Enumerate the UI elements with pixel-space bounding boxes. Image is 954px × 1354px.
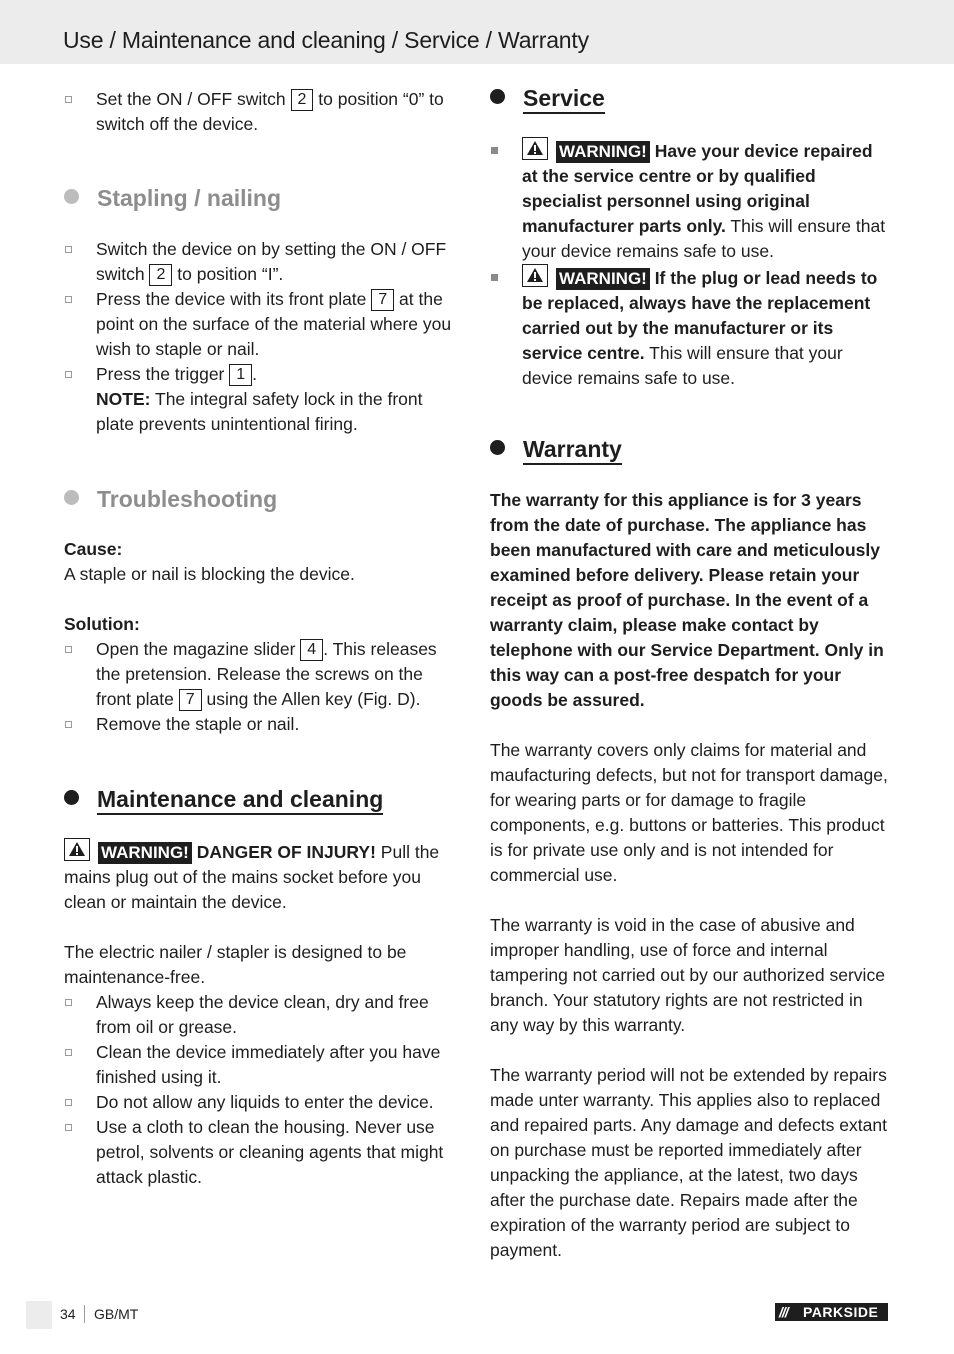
bullet-square-icon	[65, 721, 72, 728]
solution-label: Solution:	[64, 614, 140, 634]
heading-warranty: Warranty	[490, 435, 622, 463]
footer-marker	[26, 1301, 52, 1329]
stapling-steps	[64, 237, 458, 437]
bullet-square-icon	[65, 246, 72, 253]
warranty-body	[490, 488, 890, 1263]
list-item: Press the trigger 1 . NOTE: The integral safety lock in the front plate prevents unintentional firing.	[64, 362, 458, 437]
bullet-dot-icon	[490, 89, 505, 104]
page-header	[0, 0, 954, 64]
page-number: 34	[60, 1306, 76, 1322]
part-number: 2	[291, 89, 314, 111]
warning-triangle-icon	[522, 137, 548, 160]
footer-divider	[84, 1305, 85, 1323]
brand-logo: /// PARKSIDE	[775, 1303, 888, 1321]
warranty-paragraph: The warranty is void in the case of abusive and improper handling, use of force and internal tampering not carried out by our authorized service branch. Your statutory rights are not restricted in any way by this warranty.	[490, 915, 885, 1035]
troubleshooting-body	[64, 537, 458, 737]
bullet-square-icon	[65, 296, 72, 303]
maintenance-intro: The electric nailer / stapler is designed to be maintenance-free.	[64, 942, 407, 987]
bullet-dot-icon	[64, 189, 79, 204]
switch-off-step	[64, 87, 458, 137]
page-title: Use / Maintenance and cleaning / Service / Warranty	[63, 27, 589, 53]
bullet-square-icon	[65, 96, 72, 103]
part-number: 1	[229, 364, 252, 386]
bullet-square-icon	[65, 646, 72, 653]
part-number: 4	[300, 639, 323, 661]
part-number: 7	[179, 689, 202, 711]
list-item: Remove the staple or nail.	[64, 712, 458, 737]
locale-label: GB/MT	[94, 1306, 139, 1322]
warning-badge: WARNING!	[98, 842, 192, 864]
bullet-square-icon	[65, 1049, 72, 1056]
heading-troubleshooting: Troubleshooting	[64, 485, 277, 513]
bullet-dot-icon	[490, 440, 505, 455]
list-item: WARNING! If the plug or lead needs to be replaced, always have the replacement carried out by the manufacturer or its service centre. This will ensure that your device remains safe to use.	[490, 264, 890, 391]
warning-badge: WARNING!	[556, 268, 650, 290]
warning-badge: WARNING!	[556, 141, 650, 163]
warranty-paragraph: The warranty covers only claims for material and maufacturing defects, but not for transport damage, for wearing parts or for damage to fragile components, e.g. buttons or batteries. This product is for private use only and is not intended for commercial use.	[490, 740, 888, 885]
note-label: NOTE:	[96, 389, 151, 409]
list-item: Do not allow any liquids to enter the device.	[64, 1090, 458, 1115]
warning-triangle-icon	[522, 264, 548, 287]
list-item: Always keep the device clean, dry and free from oil or grease.	[64, 990, 458, 1040]
heading-maintenance: Maintenance and cleaning	[64, 785, 383, 813]
service-body	[490, 137, 890, 391]
warning-triangle-icon	[64, 838, 90, 861]
part-number: 2	[149, 264, 172, 286]
bullet-square-icon	[491, 274, 498, 281]
maintenance-warning: WARNING! DANGER OF INJURY! Pull the mains plug out of the mains socket before you clean or maintain the device.	[64, 838, 458, 915]
list-item: Switch the device on by setting the ON / OFF switch 2 to position “I”.	[64, 237, 458, 287]
warranty-paragraph: The warranty period will not be extended by repairs made unter warranty. This applies also to replaced and repaired parts. Any damage and defects extant on purchase must be reported immediately after unpacking the appliance, at the latest, two days after the purchase date. Repairs made after the expiration of the warranty period are subject to payment.	[490, 1065, 887, 1260]
bullet-square-icon	[65, 1099, 72, 1106]
heading-service: Service	[490, 84, 605, 112]
list-item: WARNING! Have your device repaired at the service centre or by qualified specialist personnel using original manufacturer parts only. This will ensure that your device remains safe to use.	[490, 137, 890, 264]
warranty-bold-paragraph: The warranty for this appliance is for 3 years from the date of purchase. The appliance has been manufactured with care and meticulously examined before delivery. Please retain your receipt as proof of purchase. In the event of a warranty claim, please make contact by telephone with our Service Department. Only in this way can a post-free despatch for your goods be assured.	[490, 490, 884, 710]
bullet-dot-icon	[64, 790, 79, 805]
heading-stapling: Stapling / nailing	[64, 184, 281, 212]
bullet-square-icon	[65, 1124, 72, 1131]
cause-text: A staple or nail is blocking the device.	[64, 564, 355, 584]
bullet-square-icon	[65, 999, 72, 1006]
list-item: Set the ON / OFF switch 2 to position “0” to switch off the device.	[64, 87, 458, 137]
part-number: 7	[371, 289, 394, 311]
list-item: Clean the device immediately after you have finished using it.	[64, 1040, 458, 1090]
list-item: Use a cloth to clean the housing. Never use petrol, solvents or cleaning agents that might attack plastic.	[64, 1115, 458, 1190]
cause-label: Cause:	[64, 539, 123, 559]
bullet-dot-icon	[64, 490, 79, 505]
bullet-square-icon	[491, 147, 498, 154]
list-item: Press the device with its front plate 7 at the point on the surface of the material where you wish to staple or nail.	[64, 287, 458, 362]
maintenance-body	[64, 838, 458, 1190]
list-item: Open the magazine slider 4 . This releases the pretension. Release the screws on the front plate 7 using the Allen key (Fig. D).	[64, 637, 458, 712]
bullet-square-icon	[65, 371, 72, 378]
